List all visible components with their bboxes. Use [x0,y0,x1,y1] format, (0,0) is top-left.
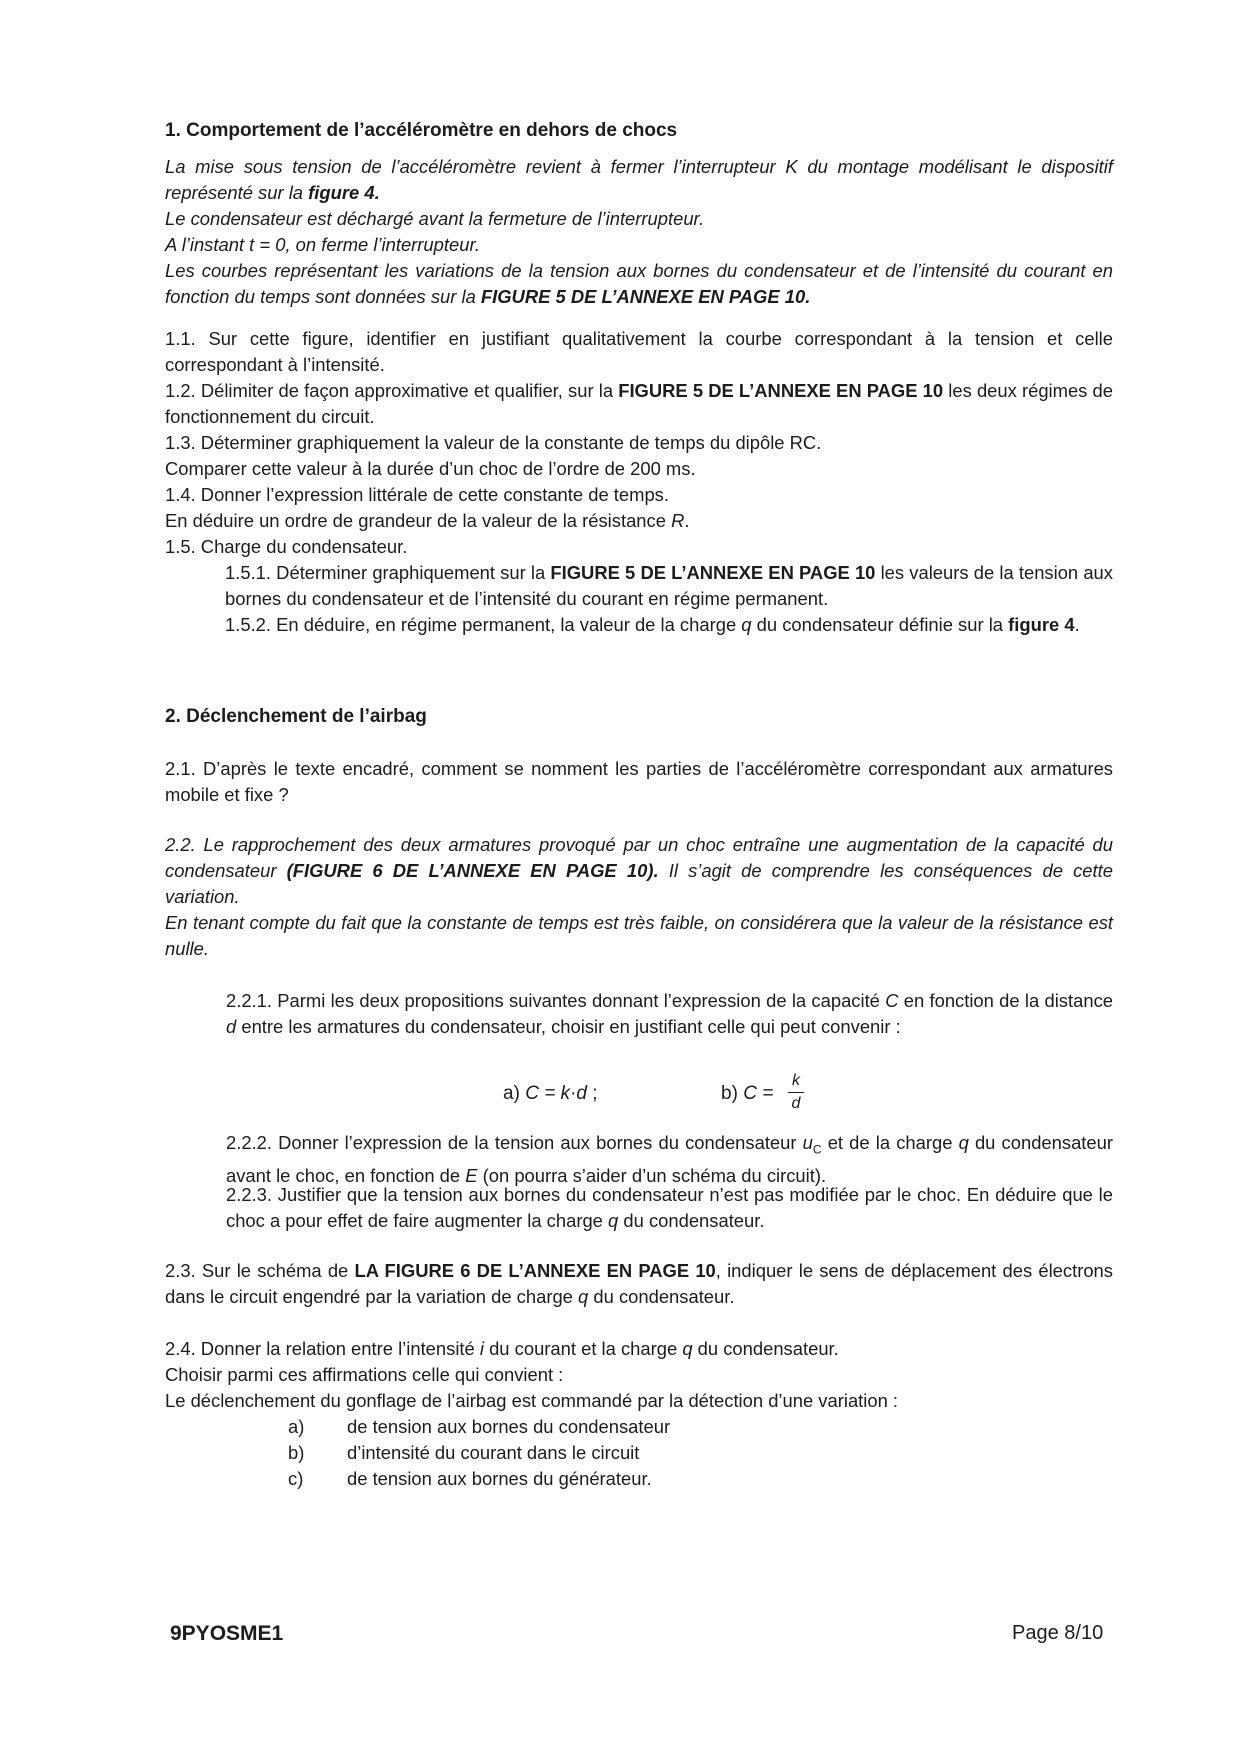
q2-2-text: 2.2. Le rapprochement des deux armatures provoqué par un choc entraîne une augmentation de la capacité du condensateur [165,834,1113,881]
q2-2-text-end: Il s’agit de comprendre les conséquences de cette variation. [165,860,1113,907]
q2-2-3-q-symbol: q [608,1210,619,1231]
q2-2-2-text-mid: et de la charge [821,1132,959,1153]
intro-p1-text: La mise sous tension de l’accéléromètre revient à fermer l’interrupteur K du montage modélisant le dispositif représenté sur la [165,156,1113,203]
section1-intro-p4 [165,258,1113,310]
q2-4-i-symbol: i [479,1338,484,1359]
q2-2-1-d-symbol: d [226,1016,237,1037]
q1-5-2-period: . [1074,614,1080,635]
intro-p4-figure-ref: FIGURE 5 DE L’ANNEXE EN PAGE 10. [480,286,811,307]
q2-3-text-mid: , indiquer le sens de déplacement des électrons dans le circuit engendré par la variation de charge [165,1260,1113,1307]
intro-p4-text: Les courbes représentant les variations de la tension aux bornes du condensateur et de l’intensité du courant en fonction du temps sont données sur la [165,260,1113,307]
formula-a [503,1083,598,1105]
question-2-2 [165,832,1113,910]
section1-intro-p3: A l’instant t = 0, on ferme l’interrupteur. [165,234,481,255]
option-a-label: a) [288,1416,305,1437]
q2-2-2-u-subscript: C [812,1142,822,1157]
q1-5-2-text: 1.5.2. En déduire, en régime permanent, la valeur de la charge [225,614,742,635]
q1-5-1-text-end: les valeurs de la tension aux bornes du condensateur et de l’intensité du courant en régime permanent. [225,562,1113,609]
question-1-3-compare: Comparer cette valeur à la durée d’un choc de l’ordre de 200 ms. [165,458,696,479]
section1-intro-p1 [165,154,1113,206]
q1-4-deduce-text: En déduire un ordre de grandeur de la valeur de la résistance [165,510,672,531]
formula-b-fraction [784,1070,808,1115]
q2-4-text-end: du condensateur. [692,1338,839,1359]
option-a-text: de tension aux bornes du condensateur [347,1416,671,1437]
formula-a-label: a) [503,1083,526,1104]
formula-a-separator: ; [586,1083,598,1104]
question-1-2 [165,378,1113,430]
question-2-4 [165,1336,1113,1362]
intro-p1-figure-ref: figure 4 [308,182,375,203]
formula-b-lhs: C = [743,1083,774,1104]
q1-5-2-figure-ref: figure 4 [1008,614,1075,635]
q2-2-figure-ref: (FIGURE 6 DE L’ANNEXE EN PAGE 10). [286,860,659,881]
formula-b [721,1083,773,1105]
q1-5-2-text-mid: du condensateur définie sur la [751,614,1009,635]
question-1-5: 1.5. Charge du condensateur. [165,536,408,557]
q2-4-text-mid: du courant et la charge [483,1338,683,1359]
question-2-2-1 [226,988,1113,1040]
q2-3-text: 2.3. Sur le schéma de [165,1260,355,1281]
q2-3-text-end: du condensateur. [588,1286,735,1307]
section2-heading: 2. Déclenchement de l’airbag [165,706,427,727]
q2-4-text: 2.4. Donner la relation entre l’intensité [165,1338,480,1359]
q1-2-figure-ref: FIGURE 5 DE L’ANNEXE EN PAGE 10 [618,380,944,401]
section1-intro-p2: Le condensateur est déchargé avant la fermeture de l’interrupteur. [165,208,705,229]
formula-b-label: b) [721,1083,744,1104]
formula-b-denominator: d [791,1095,801,1112]
q2-2-1-c-symbol: C [885,990,899,1011]
question-1-3: 1.3. Déterminer graphiquement la valeur de la constante de temps du dipôle RC. [165,432,822,453]
q1-2-text-end: les deux régimes de fonctionnement du circuit. [165,380,1113,427]
formula-a-expression: C = k·d [525,1083,587,1104]
question-2-2-2 [226,1130,1113,1189]
footer-page-number: Page 8/10 [1012,1622,1104,1644]
q1-5-1-text: 1.5.1. Déterminer graphiquement sur la [225,562,551,583]
option-b-label: b) [288,1442,305,1463]
question-1-4: 1.4. Donner l’expression littérale de cette constante de temps. [165,484,669,505]
question-2-2-hypothesis: En tenant compte du fait que la constante de temps est très faible, on considérera que la valeur de la résistance est nulle. [165,912,1113,959]
q2-2-2-e-symbol: E [465,1164,478,1186]
q2-2-2-u-symbol: u [802,1132,813,1153]
q2-4-q-symbol: q [682,1338,693,1359]
question-1-5-1 [225,560,1113,612]
q2-2-3-text-end: du condensateur. [618,1210,765,1231]
q1-2-text: 1.2. Délimiter de façon approximative et qualifier, sur la [165,380,619,401]
intro-p1-period: . [374,182,380,203]
q1-4-resistance-symbol: R [671,510,685,531]
question-1-4-deduce [165,508,1113,534]
q2-2-2-text-end: (on pourra s’aider d’un schéma du circuit). [477,1164,827,1186]
option-c-label: c) [288,1468,304,1489]
option-b-text: d’intensité du courant dans le circuit [347,1442,640,1463]
q1-4-period: . [684,510,690,531]
q2-2-2-text: 2.2.2. Donner l’expression de la tension aux bornes du condensateur [226,1132,803,1153]
question-1-1: 1.1. Sur cette figure, identifier en justifiant qualitativement la courbe correspondant à la tension et celle correspondant à l’intensité. [165,328,1113,375]
question-2-4-choose: Choisir parmi ces affirmations celle qui convient : [165,1364,564,1385]
q2-3-figure-ref: LA FIGURE 6 DE L’ANNEXE EN PAGE 10 [354,1260,716,1281]
option-c-text: de tension aux bornes du générateur. [347,1468,652,1489]
section1-heading: 1. Comportement de l’accéléromètre en dehors de chocs [165,120,678,141]
q1-5-1-figure-ref: FIGURE 5 DE L’ANNEXE EN PAGE 10 [550,562,876,583]
question-2-1: 2.1. D’après le texte encadré, comment se nomment les parties de l’accéléromètre correspondant aux armatures mobile et fixe ? [165,758,1113,805]
q2-3-q-symbol: q [578,1286,589,1307]
q2-2-3-text: 2.2.3. Justifier que la tension aux bornes du condensateur n’est pas modifiée par le choc. En déduire que le choc a pour effet de faire augmenter la charge [226,1184,1113,1231]
question-2-2-3 [226,1182,1113,1234]
q1-5-2-q-symbol: q [741,614,752,635]
footer-exam-code: 9PYOSME1 [170,1622,284,1645]
q2-2-1-text: 2.2.1. Parmi les deux propositions suivantes donnant l’expression de la capacité [226,990,886,1011]
question-2-3 [165,1258,1113,1310]
q2-2-1-text-end: entre les armatures du condensateur, choisir en justifiant celle qui peut convenir : [236,1016,901,1037]
q2-2-1-text-mid: en fonction de la distance [898,990,1113,1011]
q2-2-2-text-mid2: du condensateur avant le choc, en fonction de [226,1132,1113,1186]
question-1-5-2 [225,612,1113,638]
question-2-4-statement: Le déclenchement du gonflage de l’airbag est commandé par la détection d’une variation : [165,1390,899,1411]
formula-b-numerator: k [792,1072,800,1089]
q2-2-2-q-symbol: q [958,1132,969,1153]
